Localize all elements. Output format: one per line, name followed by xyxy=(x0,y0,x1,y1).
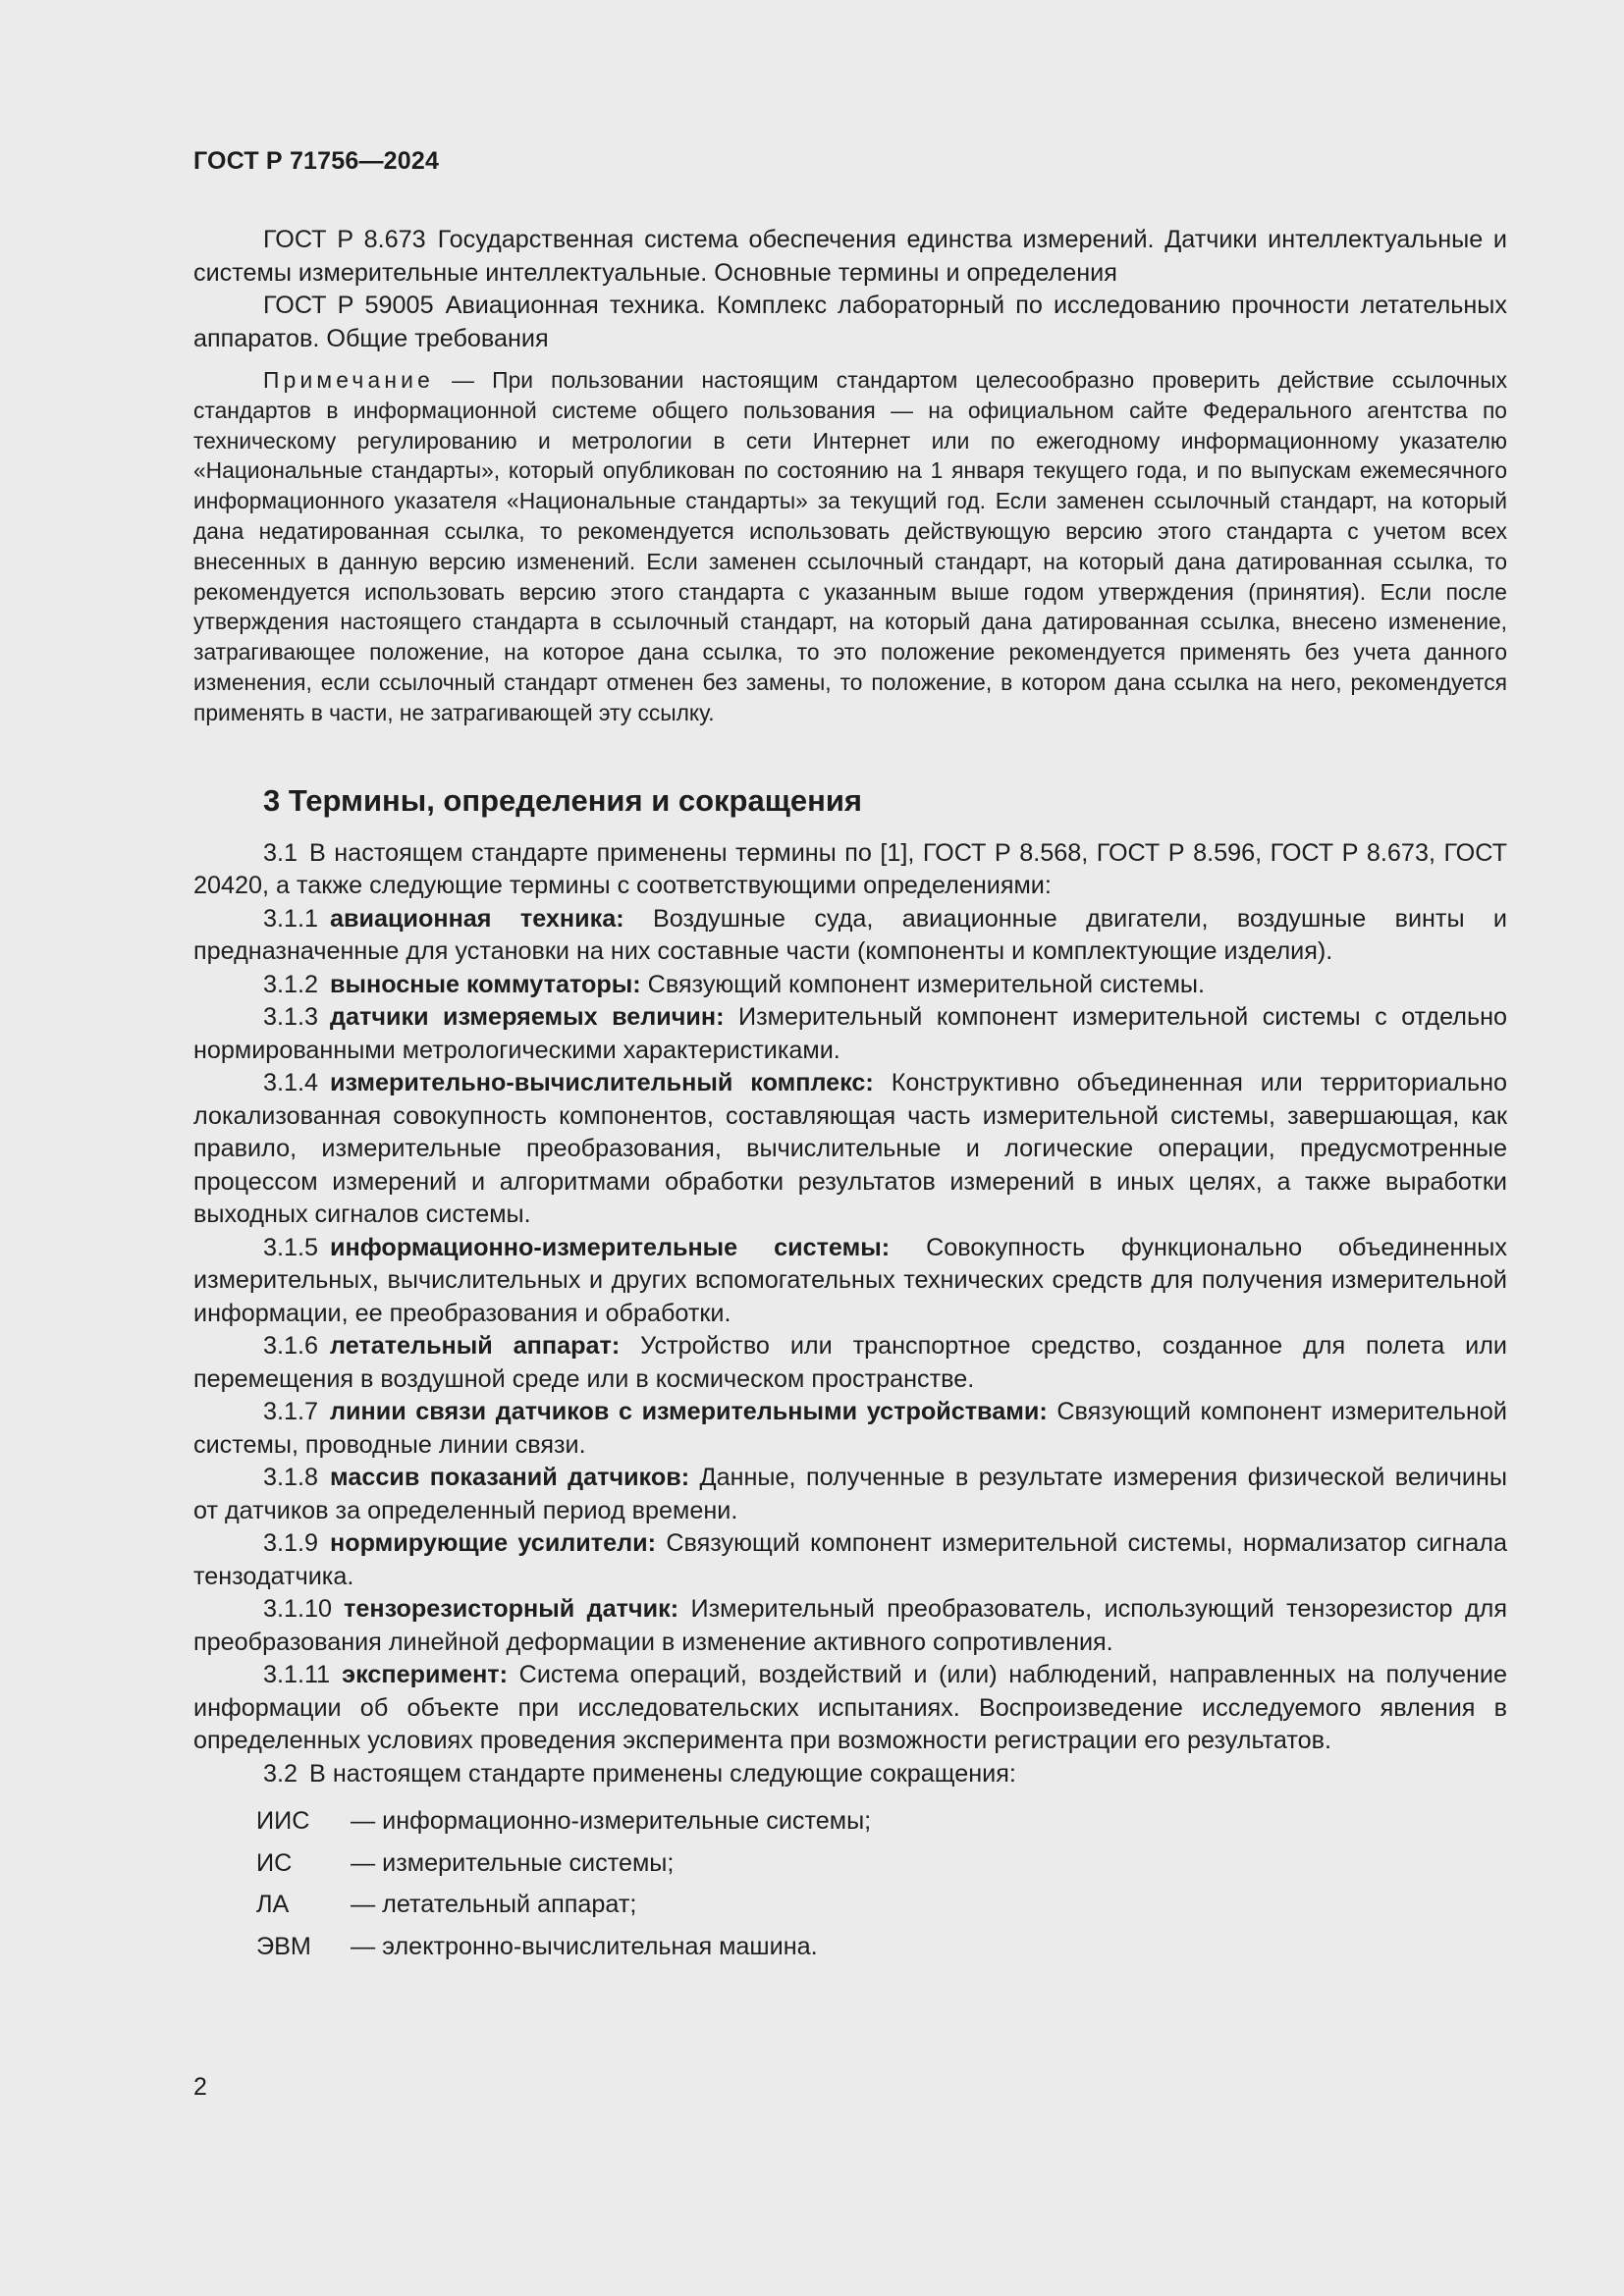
abbreviations-list xyxy=(193,1800,1507,1967)
term-name: авиационная техника: xyxy=(330,904,624,933)
abbreviation-row xyxy=(256,1884,1507,1926)
term-number: 3.1.7 xyxy=(263,1398,319,1426)
term-name: летательный аппарат: xyxy=(330,1332,621,1361)
term-name: линии связи датчиков с измерительными устройствами: xyxy=(330,1398,1048,1426)
term-number: 3.1.3 xyxy=(263,1003,319,1032)
term-entry xyxy=(193,903,1507,969)
document-body xyxy=(193,224,1507,1967)
term-entry xyxy=(193,1396,1507,1462)
section-intro xyxy=(193,837,1507,903)
reference-item xyxy=(193,224,1507,290)
clause-text: В настоящем стандарте применены следующие сокращения: xyxy=(309,1759,1016,1788)
term-entry xyxy=(193,1462,1507,1527)
document-header: ГОСТ Р 71756—2024 xyxy=(193,147,440,175)
abbreviation-row xyxy=(256,1800,1507,1842)
abbreviation-code: ЭВМ xyxy=(256,1932,311,1960)
section-heading: 3 Термины, определения и сокращения xyxy=(263,782,862,818)
clause-text: В настоящем стандарте применены термины по [1], ГОСТ Р 8.568, ГОСТ Р 8.596, ГОСТ Р 8.673, ГОСТ 20420, а также следующие термины с соответствующими определениями: xyxy=(193,838,1507,900)
term-definition: Связующий компонент измерительной системы. xyxy=(647,970,1205,998)
note-paragraph xyxy=(193,365,1507,728)
term-number: 3.1.4 xyxy=(263,1069,319,1097)
abbreviation-text: — электронно-вычислительная машина. xyxy=(351,1932,818,1960)
term-name: эксперимент: xyxy=(342,1661,509,1689)
abbreviations-intro xyxy=(193,1758,1507,1791)
reference-code: ГОСТ Р 59005 xyxy=(263,292,434,319)
term-definition: Устройство или транспортное средство, созданное для полета или перемещения в воздушной среде или в космическом пространстве. xyxy=(193,1332,1508,1393)
term-name: измерительно-вычислительный комплекс: xyxy=(330,1069,874,1097)
term-number: 3.1.5 xyxy=(263,1233,319,1261)
term-number: 3.1.2 xyxy=(263,970,319,998)
term-definition: Связующий компонент измерительной системы, проводные линии связи. xyxy=(193,1398,1507,1459)
term-name: нормирующие усилители: xyxy=(330,1529,656,1558)
abbreviation-text: — измерительные системы; xyxy=(351,1848,675,1877)
abbreviation-code: ИИС xyxy=(256,1807,310,1836)
references-list xyxy=(193,224,1507,355)
term-name: датчики измеряемых величин: xyxy=(330,1003,725,1032)
clause-number: 3.1 xyxy=(263,838,298,867)
term-entry xyxy=(193,1527,1507,1593)
note-label: Примечание xyxy=(263,367,434,393)
term-name: массив показаний датчиков: xyxy=(330,1464,690,1492)
page-number: 2 xyxy=(193,2073,207,2101)
term-entry xyxy=(193,1001,1507,1067)
reference-text: Авиационная техника. Комплекс лабораторный по исследованию прочности летательных аппаратов. Общие требования xyxy=(193,292,1507,352)
term-entry xyxy=(193,1659,1507,1758)
term-definition: Связующий компонент измерительной системы, нормализатор сигнала тензодатчика. xyxy=(193,1529,1507,1590)
term-number: 3.1.9 xyxy=(263,1529,319,1558)
term-name: информационно-измерительные системы: xyxy=(330,1233,891,1261)
clause-number: 3.2 xyxy=(263,1759,298,1788)
term-entry xyxy=(193,1067,1507,1232)
reference-item xyxy=(193,290,1507,355)
term-definition: Совокупность функционально объединенных измерительных, вычислительных и других вспомогательных технических средств для получения измерительной информации, ее преобразования и обработки. xyxy=(193,1233,1508,1327)
term-entry xyxy=(193,1593,1507,1659)
term-entry xyxy=(193,969,1507,1002)
term-number: 3.1.6 xyxy=(263,1332,319,1361)
term-definition: Конструктивно объединенная или территориально локализованная совокупность компонентов, составляющая часть измерительной системы, завершающая, как правило, измерительные преобразования, вычислительные и логические операции, предусмотренные процессом измерений и алгоритмами обработки результатов измерений в иных целях, а также выработки выходных сигналов системы. xyxy=(193,1069,1507,1229)
abbreviation-row xyxy=(256,1926,1507,1968)
term-name: тензорезисторный датчик: xyxy=(344,1595,679,1624)
term-entry xyxy=(193,1330,1507,1396)
term-definition: Воздушные суда, авиационные двигатели, воздушные винты и предназначенные для установки на них составные части (компоненты и комплектующие изделия). xyxy=(193,904,1508,966)
term-number: 3.1.8 xyxy=(263,1464,319,1492)
abbreviation-row xyxy=(256,1842,1507,1885)
abbreviation-code: ЛА xyxy=(256,1891,290,1919)
term-number: 3.1.11 xyxy=(263,1661,331,1689)
term-entry xyxy=(193,1232,1507,1331)
term-definition: Система операций, воздействий и (или) наблюдений, направленных на получение информации об объекте при исследовательских испытаниях. Воспроизведение исследуемого явления в определенных условиях проведения эксперимента при возможности регистрации его результатов. xyxy=(193,1661,1507,1755)
term-number: 3.1.1 xyxy=(263,904,319,933)
reference-text: Государственная система обеспечения единства измерений. Датчики интеллектуальные и системы измерительные интеллектуальные. Основные термины и определения xyxy=(193,226,1507,287)
abbreviation-text: — летательный аппарат; xyxy=(351,1891,637,1919)
reference-code: ГОСТ Р 8.673 xyxy=(263,226,426,253)
term-definition: Данные, полученные в результате измерения физической величины от датчиков за определенный период времени. xyxy=(193,1464,1507,1524)
term-definition: Измерительный компонент измерительной системы с отдельно нормированными метрологическими характеристиками. xyxy=(193,1003,1507,1064)
term-number: 3.1.10 xyxy=(263,1595,333,1624)
term-name: выносные коммутаторы: xyxy=(330,970,641,998)
note-text: — При пользовании настоящим стандартом целесообразно проверить действие ссылочных стандартов в информационной системе общего пользования — на официальном сайте Федерального агентства по техническому регулированию и метрологии в сети Интернет или по ежегодному информационному указателю «Национальные стандарты», который опубликован по состоянию на 1 января текущего года, и по выпускам ежемесячного информационного указателя «Национальные стандарты» за текущий год. Если заменен ссылочный стандарт, на который дана недатированная ссылка, то рекомендуется использовать действующую версию этого стандарта с учетом всех внесенных в данную версию изменений. Если заменен ссылочный стандарт, на который дана датированная ссылка, то рекомендуется использовать версию этого стандарта с указанным выше годом утверждения (принятия). Если после утверждения настоящего стандарта в ссылочный стандарт, на который дана датированная ссылка, внесено изменение, затрагивающее положение, на которое дана ссылка, то это положение рекомендуется применять без учета данного изменения, если ссылочный стандарт отменен без замены, то положение, в котором дана ссылка на него, рекомендуется применять в части, не затрагивающей эту ссылку. xyxy=(193,367,1507,725)
abbreviation-text: — информационно-измерительные системы; xyxy=(351,1807,872,1836)
abbreviation-code: ИС xyxy=(256,1848,293,1877)
term-definition: Измерительный преобразователь, использующий тензорезистор для преобразования линейной деформации в изменение активного сопротивления. xyxy=(193,1595,1507,1656)
